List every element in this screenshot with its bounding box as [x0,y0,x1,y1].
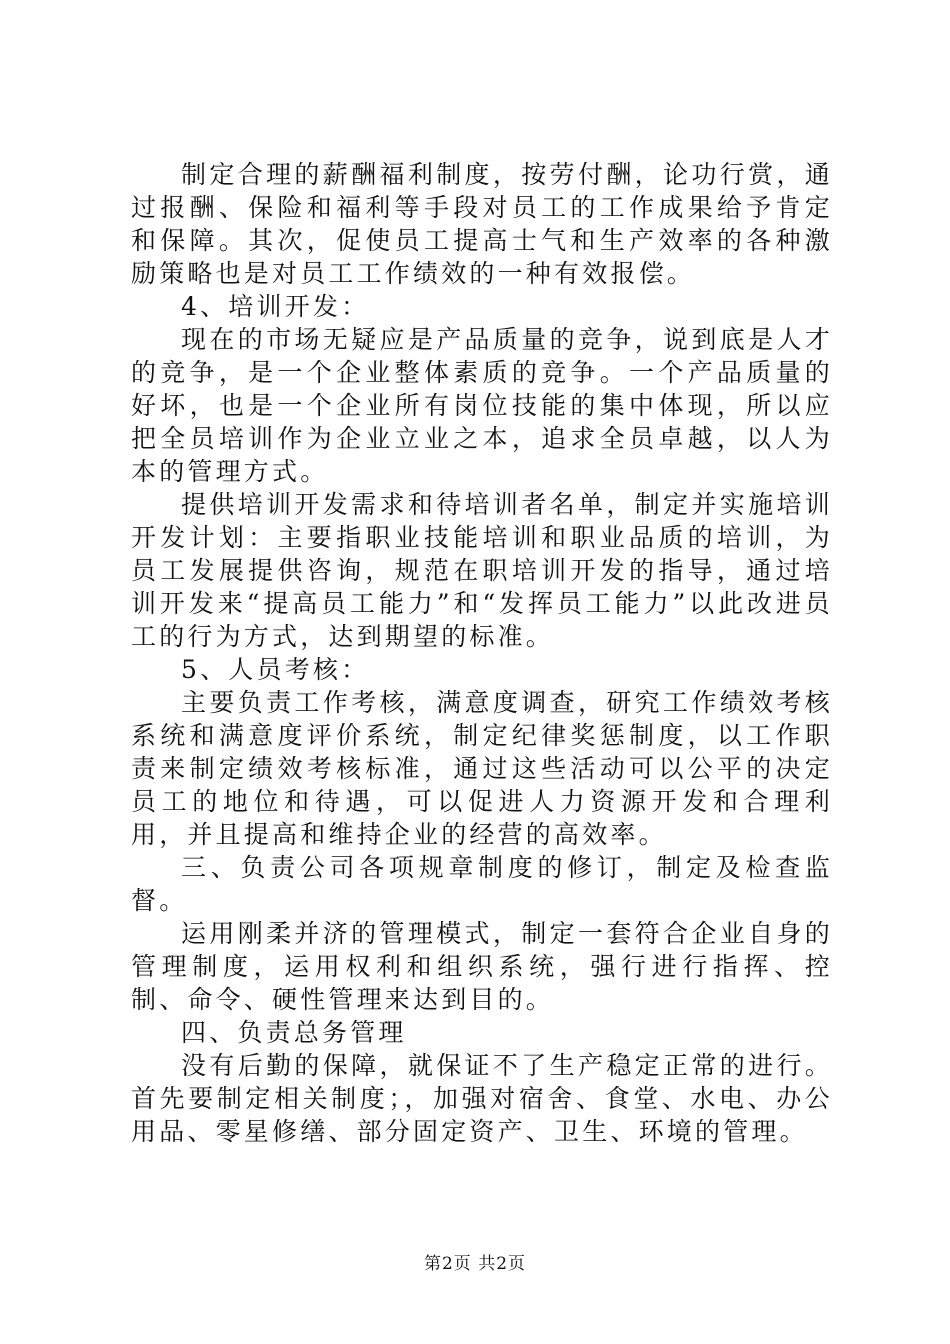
page-footer: 第2页 共2页 [423,1254,527,1274]
paragraph-training-plan: 提供培训开发需求和待培训者名单，制定并实施培训开发计划：主要指职业技能培训和职业品质的培训，为员工发展提供咨询，规范在职培训开发的指导，通过培训开发来“提高员工能力”和“发挥员工能力”以此改进员工的行为方式，达到期望的标准。 [131,490,833,651]
heading-training: 4、培训开发： [181,292,370,321]
heading-general-affairs: 四、负责总务管理 [181,1018,407,1047]
document-body [131,158,833,1148]
paragraph-management-mode: 运用刚柔并济的管理模式，制定一套符合企业自身的管理制度，运用权利和组织系统，强行进行指挥、控制、命令、硬性管理来达到目的。 [131,919,833,1014]
paragraph-salary: 制定合理的薪酬福利制度，按劳付酬，论功行赏，通过报酬、保险和福利等手段对员工的工作成果给予肯定和保障。其次，促使员工提高士气和生产效率的各种激励策略也是对员工工作绩效的一种有效报偿。 [131,160,833,288]
paragraph-assessment: 主要负责工作考核，满意度调查，研究工作绩效考核系统和满意度评价系统，制定纪律奖惩制度，以工作职责来制定绩效考核标准，通过这些活动可以公平的决定员工的地位和待遇，可以促进人力资源开发和合理利用，并且提高和维持企业的经营的高效率。 [131,688,833,849]
paragraph-logistics: 没有后勤的保障，就保证不了生产稳定正常的进行。首先要制定相关制度；，加强对宿舍、食堂、水电、办公用品、零星修缮、部分固定资产、卫生、环境的管理。 [131,1051,833,1146]
paragraph-market-competition: 现在的市场无疑应是产品质量的竞争，说到底是人才的竞争，是一个企业整体素质的竞争。一个产品质量的好坏，也是一个企业所有岗位技能的集中体现，所以应把全员培训作为企业立业之本，追求全员卓越，以人为本的管理方式。 [131,325,833,486]
heading-regulations: 三、负责公司各项规章制度的修订，制定及检查监督。 [131,853,833,915]
heading-assessment: 5、人员考核： [181,655,370,684]
